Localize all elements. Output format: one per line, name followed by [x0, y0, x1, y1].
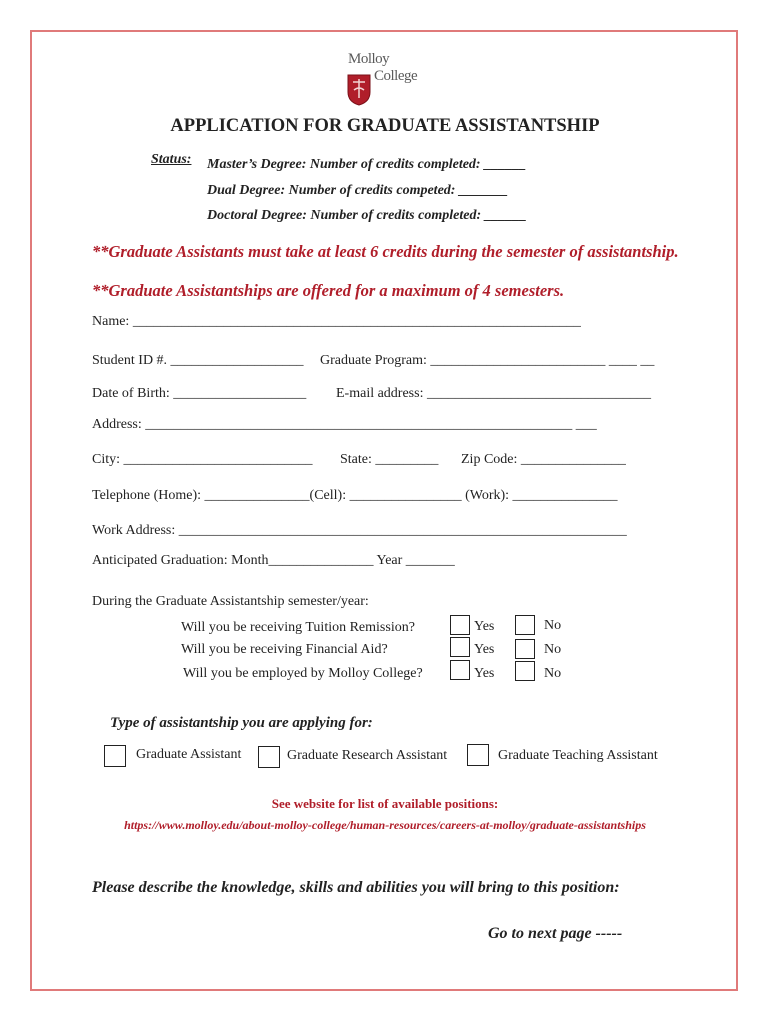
status-dual[interactable]: Dual Degree: Number of credits competed: _______: [207, 183, 508, 198]
page-border: [30, 30, 738, 991]
question-financial-aid: Will you be receiving Financial Aid?: [181, 642, 388, 657]
graduate-assistant-label: Graduate Assistant: [136, 747, 242, 762]
type-heading: Type of assistantship you are applying for:: [110, 715, 373, 731]
status-masters[interactable]: Master’s Degree: Number of credits completed: ______: [207, 157, 527, 172]
aid-no-checkbox[interactable]: [515, 639, 535, 659]
employed-yes-label: Yes: [474, 666, 495, 681]
next-page-note: Go to next page -----: [488, 925, 623, 942]
state-field[interactable]: State: _________: [340, 452, 439, 467]
research-assistant-checkbox[interactable]: [258, 746, 280, 768]
tuition-no-checkbox[interactable]: [515, 615, 535, 635]
graduate-program-field[interactable]: Graduate Program: _________________________ ____ __: [320, 353, 655, 368]
name-field[interactable]: Name: ________________________________________________________________: [92, 314, 581, 329]
logo-line-2: College: [374, 68, 418, 84]
teaching-assistant-checkbox[interactable]: [467, 744, 489, 766]
page-title: APPLICATION FOR GRADUATE ASSISTANTSHIP: [170, 116, 600, 136]
teaching-assistant-label: Graduate Teaching Assistant: [498, 748, 658, 763]
work-address-field[interactable]: Work Address: ________________________________________________________________: [92, 523, 627, 538]
positions-link[interactable]: https://www.molloy.edu/about-molloy-college/human-resources/careers-at-molloy/graduate-assistantships: [124, 818, 646, 832]
student-id-field[interactable]: Student ID #. ___________________: [92, 353, 304, 368]
tuition-no-label: No: [544, 618, 562, 633]
logo-line-1: Molloy: [348, 51, 390, 67]
employed-no-checkbox[interactable]: [515, 661, 535, 681]
molloy-college-logo: [344, 52, 424, 110]
during-heading: During the Graduate Assistantship semester/year:: [92, 594, 369, 609]
address-field[interactable]: Address: _____________________________________________________________ ___: [92, 417, 597, 432]
question-employed: Will you be employed by Molloy College?: [183, 666, 423, 681]
tuition-yes-label: Yes: [474, 619, 495, 634]
notice-min-credits: **Graduate Assistants must take at least 6 credits during the semester of assistantship.: [92, 242, 679, 261]
dob-field[interactable]: Date of Birth: ___________________: [92, 386, 307, 401]
research-assistant-label: Graduate Research Assistant: [287, 748, 448, 763]
telephone-field[interactable]: Telephone (Home): _______________(Cell): ________________ (Work): _______________: [92, 488, 618, 503]
aid-no-label: No: [544, 642, 562, 657]
shield-icon: [347, 74, 371, 106]
question-tuition: Will you be receiving Tuition Remission?: [181, 620, 415, 635]
aid-yes-label: Yes: [474, 642, 495, 657]
graduate-assistant-checkbox[interactable]: [104, 745, 126, 767]
employed-no-label: No: [544, 666, 562, 681]
status-doctoral[interactable]: Doctoral Degree: Number of credits completed: ______: [207, 208, 527, 223]
zip-field[interactable]: Zip Code: _______________: [461, 452, 626, 467]
email-field[interactable]: E-mail address: ________________________________: [336, 386, 651, 401]
aid-yes-checkbox[interactable]: [450, 637, 470, 657]
employed-yes-checkbox[interactable]: [450, 660, 470, 680]
tuition-yes-checkbox[interactable]: [450, 615, 470, 635]
website-label: See website for list of available positions:: [271, 796, 499, 811]
city-field[interactable]: City: ___________________________: [92, 452, 313, 467]
notice-max-semesters: **Graduate Assistantships are offered for a maximum of 4 semesters.: [92, 281, 565, 300]
graduation-field[interactable]: Anticipated Graduation: Month_______________ Year _______: [92, 553, 455, 568]
describe-prompt: Please describe the knowledge, skills and abilities you will bring to this position:: [92, 879, 620, 896]
status-label: Status:: [151, 152, 192, 167]
